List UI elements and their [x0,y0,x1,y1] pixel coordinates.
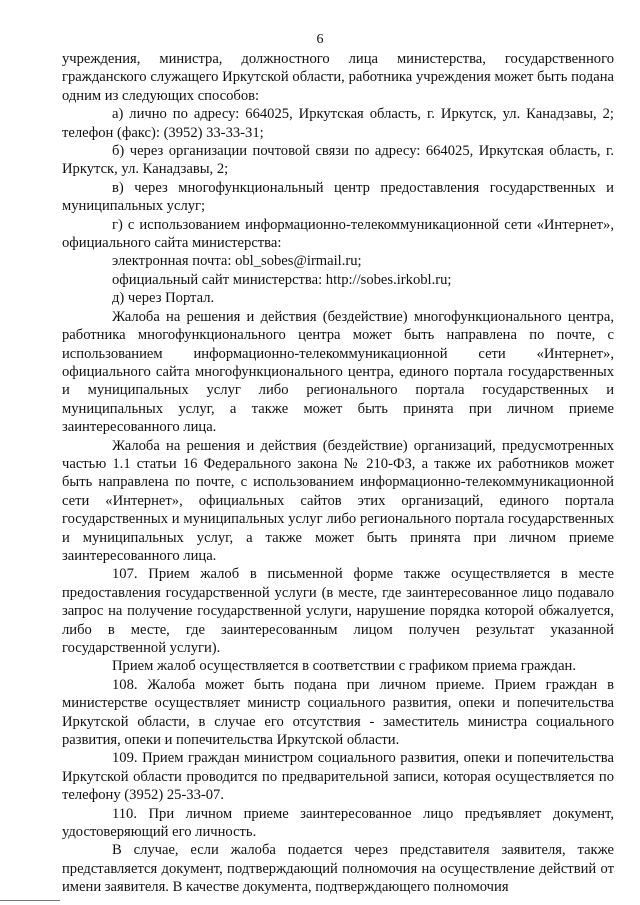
paragraph: б) через организации почтовой связи по адресу: 664025, Иркутская область, г. Иркутск, ул. Канадзавы, 2; [62,143,614,178]
footer-rule [0,900,60,901]
paragraph: Жалоба на решения и действия (бездействие) многофункционального центра, работника многофункционального центра может быть направлена по почте, с использованием информационно-телекоммуникационной сети «Интернет», официального сайта многофункционального центра, единого портала государственных и муниципальных услуг либо регионального портала государственных и муниципальных услуг, а также может быть принята при личном приеме заинтересованного лица. [62,308,614,436]
page-number: 6 [316,32,324,47]
paragraph: Жалоба на решения и действия (бездействие) организаций, предусмотренных частью 1.1 статьи 16 Федерального закона № 210-ФЗ, а также их работников может быть направлена по почте, с использованием информационно-телекоммуникационной сети «Интернет», официальных сайтов этих организаций, единого портала государственных и муниципальных услуг либо регионального портала государственных и муниципальных услуг, а также может быть принята при личном приеме заинтересованного лица. [62,437,614,564]
paragraph: а) лично по адресу: 664025, Иркутская область, г. Иркутск, ул. Канадзавы, 2; телефон (факс): (3952) 33-33-31; [62,106,614,141]
paragraph: официальный сайт министерства: http://sobes.irkobl.ru; [112,271,452,288]
paragraph: 108. Жалоба может быть подана при личном приеме. Прием граждан в министерстве осуществляет министр социального развития, опеки и попечительства Иркутской области, в случае его отсутствия - заместитель министра социального развития, опеки и попечительства Иркутской области. [62,676,614,749]
paragraph: 107. Прием жалоб в письменной форме также осуществляется в месте предоставления государственной услуги (в месте, где заинтересованное лицо подавало запрос на получение государственной услуги, нарушение порядка которой обжалуется, либо в месте, где заинтересованным лицом получен результат указанной государственной услуги). [62,566,614,656]
paragraph: д) через Портал. [112,290,215,307]
document-body [62,50,614,897]
paragraph: 109. Прием граждан министром социального развития, опеки и попечительства Иркутской области проводится по предварительной записи, которая осуществляется по телефону (3952) 25-33-07. [62,750,614,804]
paragraph: учреждения, министра, должностного лица министерства, государственного гражданского служащего Иркутской области, работника учреждения может быть подана одним из следующих способов: [62,51,614,104]
paragraph: г) с использованием информационно-телекоммуникационной сети «Интернет», официального сайта министерства: [62,216,614,252]
paragraph: Прием жалоб осуществляется в соответствии с графиком приема граждан. [112,658,576,675]
paragraph: В случае, если жалоба подается через представителя заявителя, также представляется документ, подтверждающий полномочия на осуществление действий от имени заявителя. В качестве документа, подтверждающего полномочия [62,842,614,896]
paragraph: электронная почта: obl_sobes@irmail.ru; [112,253,362,270]
paragraph: в) через многофункциональный центр предоставления государственных и муниципальных услуг; [62,179,614,215]
paragraph: 110. При личном приеме заинтересованное лицо предъявляет документ, удостоверяющий его личность. [62,805,614,841]
